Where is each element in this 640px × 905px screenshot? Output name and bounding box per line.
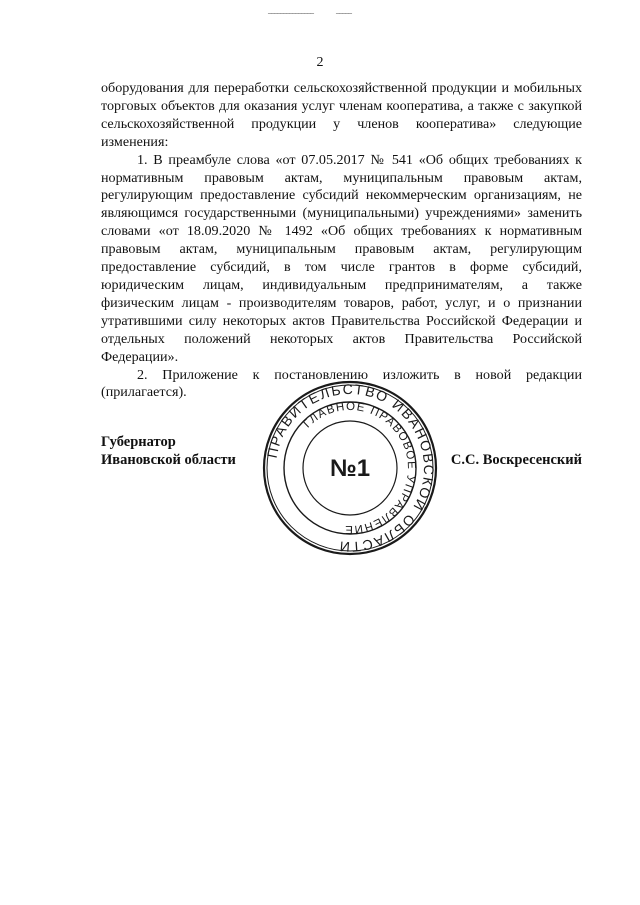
page-number: 2 — [316, 55, 324, 70]
stamp-number: №1 — [329, 455, 371, 482]
header-registration-marks — [268, 6, 373, 15]
signature-title — [101, 433, 236, 469]
document-body — [101, 80, 582, 402]
paragraph-continuation: оборудования для переработки сельскохозяйственной продукции и мобильных торговых объектов для оказания услуг членам кооператива, а также с закупкой сельскохозяйственной продукции у членов кооператива» следующие изменения: — [101, 80, 582, 150]
stamp-inner-text: ГЛАВНОЕ ПРАВОВОЕ УПРАВЛЕНИЕ — [301, 400, 418, 536]
header-mark-1: _______________ — [268, 6, 313, 15]
signature-name: С.С. Воскресенский — [450, 452, 582, 468]
paragraph-item-2: 2. Приложение к постановлению изложить в новой редакции (прилагается). — [101, 366, 582, 401]
header-mark-2: _____ — [336, 6, 351, 15]
signature-title-line-2: Ивановской области — [101, 452, 236, 468]
stamp-outer-text: ПРАВИТЕЛЬСТВО ИВАНОВСКОЙ ОБЛАСТИ — [263, 380, 438, 556]
signature-title-line-1: Губернатор — [101, 434, 176, 450]
official-stamp — [262, 380, 438, 556]
paragraph-item-1: 1. В преамбуле слова «от 07.05.2017 № 541 «Об общих требованиях к нормативным правовым актам, муниципальным правовым актам, регулирующим предоставление субсидий некоммерческим организациям, не являющимся государственными (муниципальными) учреждениями» заменить словами «от 18.09.2020 № 1492 «Об общих требованиях к нормативным правовым актам, муниципальным правовым актам, регулирующим предоставление субсидий, в том числе грантов в форме субсидий, юридическим лицам, индивидуальным предпринимателям, а также физическим лицам - производителям товаров, работ, услуг, и о признании утратившими силу некоторых актов Правительства Российской Федерации и отдельных положений некоторых актов Правительства Российской Федерации». — [101, 151, 582, 365]
